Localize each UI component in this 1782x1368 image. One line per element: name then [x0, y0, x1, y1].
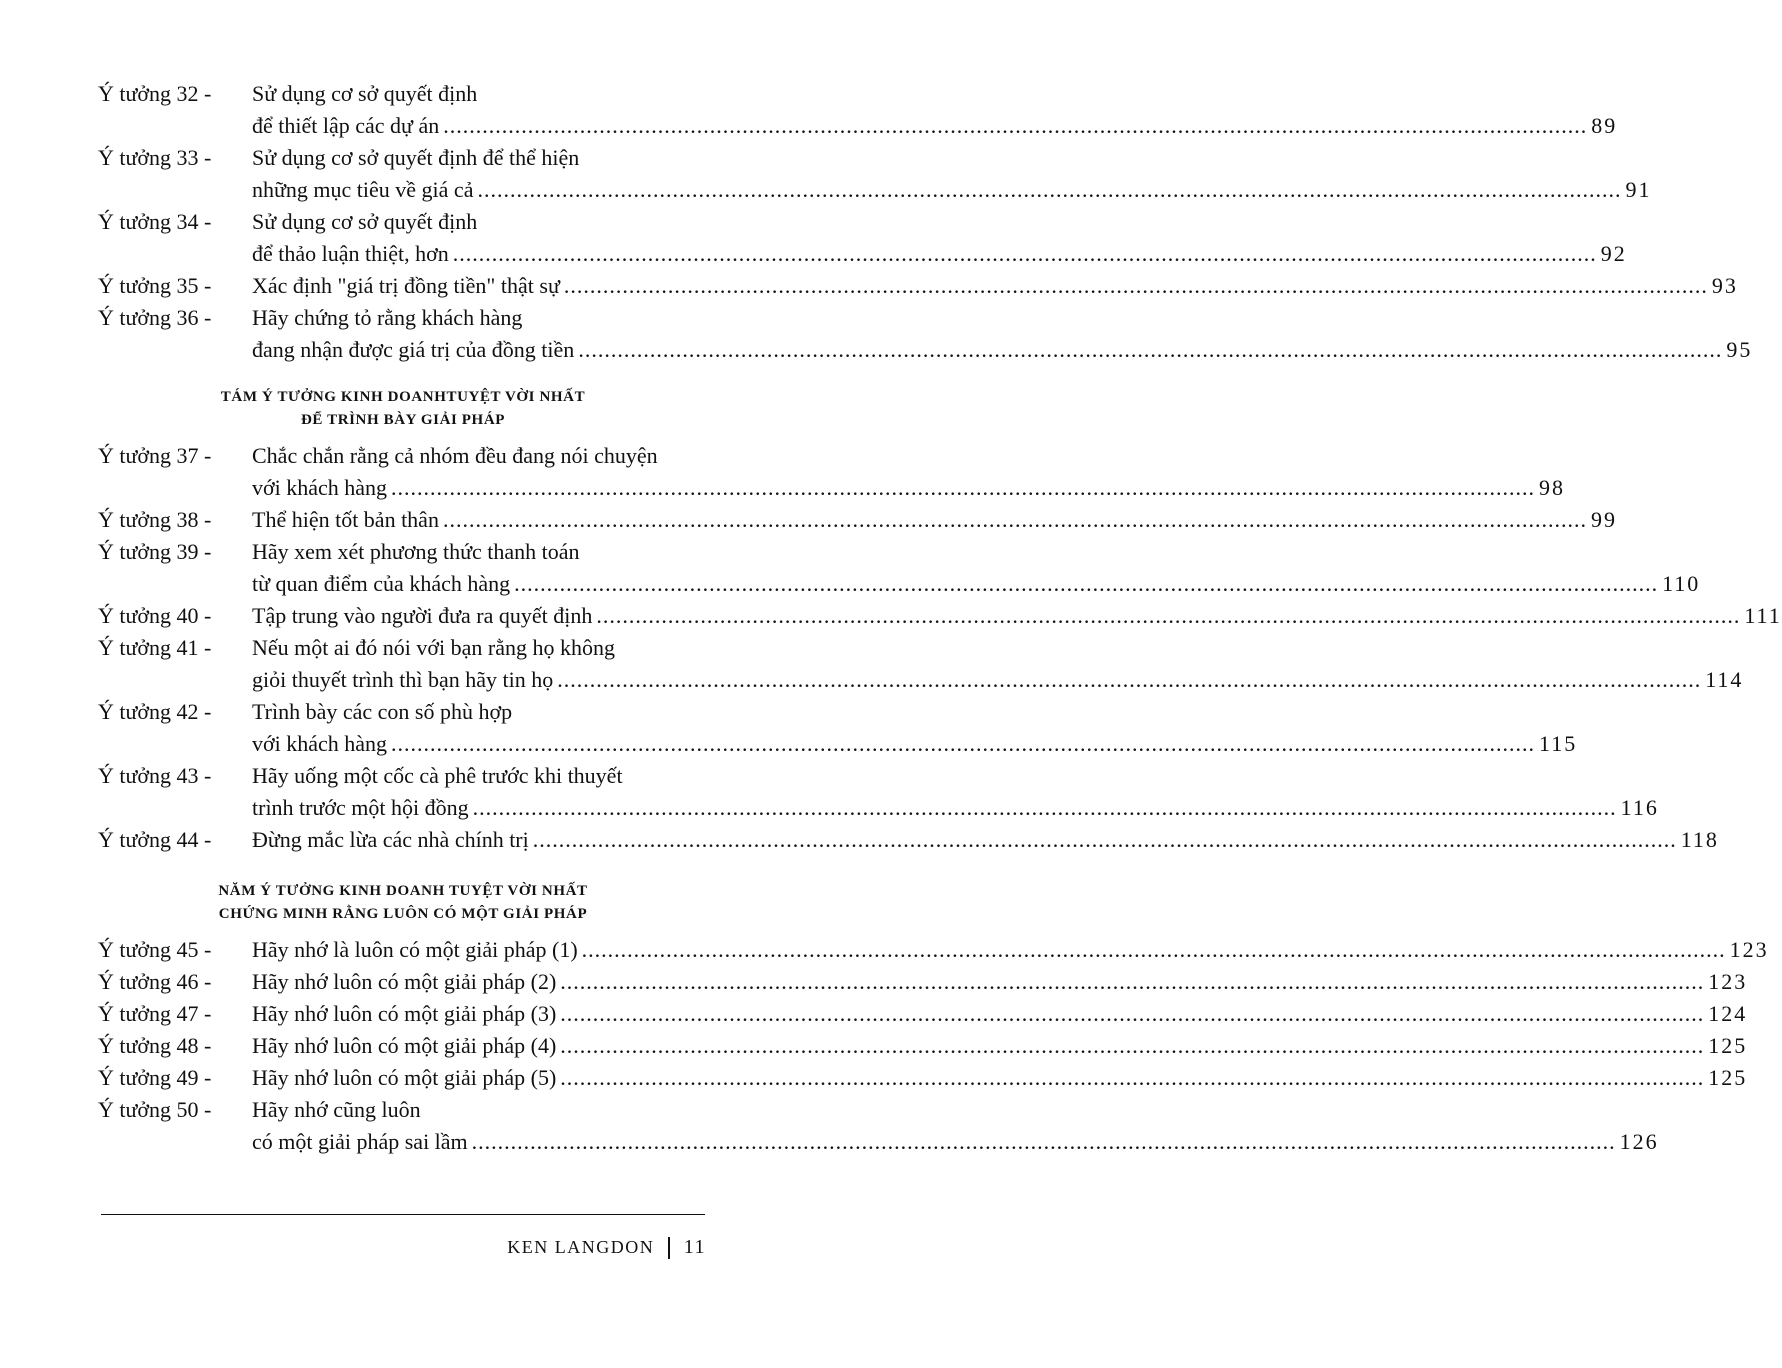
- toc-entry-page-number: 93: [1711, 273, 1738, 298]
- toc-entry-page-number: 118: [1680, 827, 1719, 852]
- dot-leader: [596, 600, 1740, 632]
- toc-entry-label: Ý tưởng 49 -: [98, 1065, 212, 1090]
- toc-entry-line: [98, 142, 708, 174]
- toc-entry-title: Xác định "giá trị đồng tiền" thật sự: [252, 273, 560, 298]
- toc-entry-title: từ quan điểm của khách hàng: [252, 571, 511, 596]
- toc-entry-line: [98, 696, 708, 728]
- toc-entry-line: [98, 1062, 1748, 1094]
- dot-leader: [391, 728, 1535, 760]
- section-heading-line: TÁM Ý TƯỞNG KINH DOANHTUYỆT VỜI NHẤT: [220, 389, 586, 405]
- footer-separator: [668, 1237, 670, 1259]
- section-heading-line: ĐỂ TRÌNH BÀY GIẢI PHÁP: [300, 412, 506, 428]
- toc-entry-page-number: 125: [1708, 1033, 1748, 1058]
- dot-leader: [514, 568, 1658, 600]
- toc-entry-label: Ý tưởng 38 -: [98, 507, 212, 532]
- toc-entry-page-number: 98: [1539, 475, 1566, 500]
- toc-entry-label: Ý tưởng 50 -: [98, 1097, 212, 1122]
- toc-entry-line: [98, 536, 708, 568]
- toc-entry-page-number: 114: [1705, 667, 1744, 692]
- toc-entry[interactable]: [98, 696, 1578, 760]
- toc-entry-title: Đừng mắc lừa các nhà chính trị: [252, 827, 529, 852]
- toc-entry-page-number: 89: [1591, 113, 1618, 138]
- toc-entry-line: [98, 334, 1753, 366]
- toc-entry[interactable]: [98, 1030, 1748, 1062]
- dot-leader: [533, 824, 1677, 856]
- dot-leader: [560, 966, 1704, 998]
- toc-entry-page-number: 124: [1708, 1001, 1748, 1026]
- toc-entry[interactable]: [98, 600, 1782, 632]
- toc-entry-page-number: 111: [1744, 603, 1782, 628]
- toc-entry[interactable]: [98, 78, 1618, 142]
- dot-leader: [560, 1062, 1704, 1094]
- toc-entry-line: [98, 1094, 708, 1126]
- toc-entry[interactable]: [98, 1094, 1659, 1158]
- toc-entry-line: [98, 760, 708, 792]
- toc-entry-line: [98, 504, 1617, 536]
- toc-entry-title: Hãy nhớ luôn có một giải pháp (4): [252, 1033, 557, 1058]
- dot-leader: [560, 998, 1704, 1030]
- toc-entry-page-number: 92: [1600, 241, 1627, 266]
- toc-entry-page-number: 123: [1708, 969, 1748, 994]
- dot-leader: [391, 472, 1535, 504]
- toc-entry-line: [98, 110, 1618, 142]
- toc-entry-line: [98, 472, 1566, 504]
- toc-entry-title: có một giải pháp sai lầm: [252, 1129, 468, 1154]
- dot-leader: [578, 334, 1722, 366]
- toc-entry-title: Nếu một ai đó nói với bạn rằng họ không: [252, 635, 615, 660]
- toc-entry-title: Hãy nhớ luôn có một giải pháp (2): [252, 969, 557, 994]
- toc-entry-title: Hãy nhớ luôn có một giải pháp (3): [252, 1001, 557, 1026]
- toc-entry-label: Ý tưởng 41 -: [98, 635, 212, 660]
- toc-entry-line: [98, 1030, 1748, 1062]
- toc-entry-title: để thảo luận thiệt, hơn: [252, 241, 449, 266]
- toc-entry[interactable]: [98, 998, 1748, 1030]
- toc-entry-page-number: 91: [1625, 177, 1652, 202]
- footer-author: KEN LANGDON: [507, 1237, 655, 1257]
- toc-entry-line: [98, 568, 1701, 600]
- section-heading: [98, 880, 708, 926]
- toc-entry-page-number: 110: [1662, 571, 1701, 596]
- toc-entry-title: Hãy xem xét phương thức thanh toán: [252, 539, 580, 564]
- dot-leader: [564, 270, 1708, 302]
- toc-entry[interactable]: [98, 142, 1652, 206]
- toc-entry-label: Ý tưởng 37 -: [98, 443, 212, 468]
- toc-entry-label: Ý tưởng 36 -: [98, 305, 212, 330]
- toc-entry-line: [98, 270, 1738, 302]
- toc-entry[interactable]: [98, 504, 1617, 536]
- toc-entry-title: trình trước một hội đồng: [252, 795, 469, 820]
- toc-entry-line: [98, 600, 1782, 632]
- toc-entry-title: Sử dụng cơ sở quyết định để thể hiện: [252, 145, 580, 170]
- toc-entry-label: Ý tưởng 42 -: [98, 699, 212, 724]
- toc-entry-page-number: 126: [1619, 1129, 1659, 1154]
- toc-entry-line: [98, 78, 708, 110]
- footer-divider: [101, 1214, 705, 1215]
- toc-entry-title: Sử dụng cơ sở quyết định: [252, 209, 478, 234]
- toc-entry-line: [98, 302, 708, 334]
- toc-entry-title: Sử dụng cơ sở quyết định: [252, 81, 478, 106]
- toc-entry-title: giỏi thuyết trình thì bạn hãy tin họ: [252, 667, 554, 692]
- toc-entry-line: [98, 664, 1744, 696]
- toc-entry-title: Hãy nhớ cũng luôn: [252, 1097, 421, 1122]
- toc-entry-label: Ý tưởng 35 -: [98, 273, 212, 298]
- toc-entry[interactable]: [98, 536, 1701, 600]
- toc-entry-label: Ý tưởng 44 -: [98, 827, 212, 852]
- toc-entry-page-number: 115: [1539, 731, 1578, 756]
- toc-entry-label: Ý tưởng 43 -: [98, 763, 212, 788]
- toc-entry-label: Ý tưởng 47 -: [98, 1001, 212, 1026]
- toc-entry-label: Ý tưởng 34 -: [98, 209, 212, 234]
- toc-entry-title: Thể hiện tốt bản thân: [252, 507, 439, 532]
- toc-entry-title: Hãy chứng tỏ rằng khách hàng: [252, 305, 523, 330]
- toc-entry[interactable]: [98, 1062, 1748, 1094]
- dot-leader: [453, 238, 1597, 270]
- toc-entry-title: những mục tiêu về giá cả: [252, 177, 474, 202]
- toc-entry-title: để thiết lập các dự án: [252, 113, 440, 138]
- toc-entry[interactable]: [98, 824, 1719, 856]
- toc-entry-title: Hãy nhớ là luôn có một giải pháp (1): [252, 937, 578, 962]
- toc-entry[interactable]: [98, 270, 1738, 302]
- dot-leader: [472, 1126, 1616, 1158]
- toc-entry[interactable]: [98, 632, 1744, 696]
- toc-entry-line: [98, 966, 1748, 998]
- toc-entry[interactable]: [98, 760, 1659, 824]
- toc-entry-line: [98, 998, 1748, 1030]
- section-heading-line: NĂM Ý TƯỞNG KINH DOANH TUYỆT VỜI NHẤT: [218, 883, 588, 899]
- toc-entry-page-number: 125: [1708, 1065, 1748, 1090]
- toc-entry-page-number: 99: [1590, 507, 1617, 532]
- toc-entry-label: Ý tưởng 45 -: [98, 937, 212, 962]
- toc-entry[interactable]: [98, 440, 1566, 504]
- toc-entry-title: Tập trung vào người đưa ra quyết định: [252, 603, 593, 628]
- toc-entry-label: Ý tưởng 40 -: [98, 603, 212, 628]
- toc-entry-line: [98, 174, 1652, 206]
- toc-entry[interactable]: [98, 302, 1753, 366]
- toc-entry-title: đang nhận được giá trị của đồng tiền: [252, 337, 575, 362]
- toc-entry-title: với khách hàng: [252, 731, 388, 756]
- toc-entry-label: Ý tưởng 33 -: [98, 145, 212, 170]
- toc-entry-page-number: 95: [1726, 337, 1753, 362]
- table-of-contents: [98, 78, 1782, 1158]
- dot-leader: [582, 934, 1726, 966]
- dot-leader: [557, 664, 1701, 696]
- dot-leader: [473, 792, 1617, 824]
- toc-entry-title: với khách hàng: [252, 475, 388, 500]
- toc-entry-line: [98, 792, 1659, 824]
- toc-entry-line: [98, 632, 708, 664]
- toc-entry-label: Ý tưởng 48 -: [98, 1033, 212, 1058]
- toc-entry[interactable]: [98, 934, 1769, 966]
- dot-leader: [560, 1030, 1704, 1062]
- toc-entry[interactable]: [98, 206, 1627, 270]
- toc-entry-line: [98, 934, 1769, 966]
- toc-entry-line: [98, 1126, 1659, 1158]
- toc-entry-title: Trình bày các con số phù hợp: [252, 699, 513, 724]
- page-footer: [507, 1236, 706, 1259]
- toc-entry-title: Hãy uống một cốc cà phê trước khi thuyết: [252, 763, 623, 788]
- dot-leader: [477, 174, 1621, 206]
- toc-entry-title: Hãy nhớ luôn có một giải pháp (5): [252, 1065, 557, 1090]
- toc-entry[interactable]: [98, 966, 1748, 998]
- dot-leader: [443, 504, 1587, 536]
- toc-entry-title: Chắc chắn rằng cả nhóm đều đang nói chuyện: [252, 443, 658, 468]
- toc-entry-label: Ý tưởng 46 -: [98, 969, 212, 994]
- toc-entry-line: [98, 238, 1627, 270]
- toc-entry-line: [98, 440, 708, 472]
- toc-entry-page-number: 123: [1729, 937, 1769, 962]
- section-heading: [98, 386, 708, 432]
- footer-page-number: 11: [683, 1236, 706, 1258]
- toc-entry-page-number: 116: [1620, 795, 1659, 820]
- toc-entry-label: Ý tưởng 39 -: [98, 539, 212, 564]
- dot-leader: [443, 110, 1587, 142]
- section-heading-line: CHỨNG MINH RẰNG LUÔN CÓ MỘT GIẢI PHÁP: [218, 906, 588, 922]
- toc-entry-line: [98, 206, 708, 238]
- toc-entry-line: [98, 728, 1578, 760]
- toc-entry-line: [98, 824, 1719, 856]
- toc-entry-label: Ý tưởng 32 -: [98, 81, 212, 106]
